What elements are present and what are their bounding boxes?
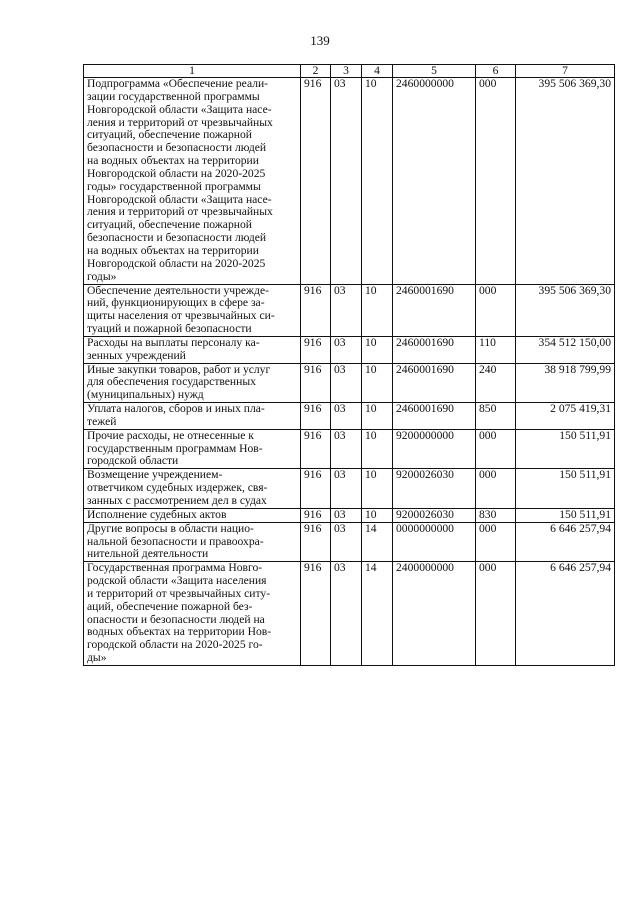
table-row: [84, 284, 615, 336]
cell-section-code: 03: [331, 363, 362, 403]
cell-section-code: 03: [331, 508, 362, 522]
row-description: Государственная программа Новго- родской области «Защита населения и территорий от чрезвычайных ситу- аций, обеспечение пожарной без- опасности и безопасности людей на водных объектах на территории Нов- городской области на 2020-2025 го- ды»: [84, 562, 301, 666]
cell-subsection-code: 10: [362, 403, 393, 430]
cell-target-article: 9200026030: [393, 508, 476, 522]
cell-subsection-code: 10: [362, 284, 393, 336]
row-description: Прочие расходы, не отнесенные к государственным программам Нов- городской области: [84, 429, 301, 469]
row-description: Уплата налогов, сборов и иных пла- тежей: [84, 403, 301, 430]
cell-ministry-code: 916: [301, 522, 331, 562]
header-cell-4: 4: [362, 65, 393, 78]
cell-target-article: 0000000000: [393, 522, 476, 562]
cell-target-article: 2460001690: [393, 403, 476, 430]
cell-subsection-code: 10: [362, 336, 393, 363]
cell-expense-type: 850: [476, 403, 516, 430]
cell-expense-type: 000: [476, 78, 516, 285]
cell-ministry-code: 916: [301, 562, 331, 666]
cell-expense-type: 830: [476, 508, 516, 522]
header-cell-2: 2: [301, 65, 331, 78]
cell-section-code: 03: [331, 429, 362, 469]
cell-expense-type: 000: [476, 469, 516, 509]
cell-expense-type: 000: [476, 429, 516, 469]
cell-amount: 6 646 257,94: [516, 562, 615, 666]
cell-target-article: 9200000000: [393, 429, 476, 469]
cell-amount: 2 075 419,31: [516, 403, 615, 430]
cell-ministry-code: 916: [301, 403, 331, 430]
table-row: [84, 78, 615, 285]
header-cell-6: 6: [476, 65, 516, 78]
row-description: Исполнение судебных актов: [84, 508, 301, 522]
row-description: Возмещение учреждением- ответчиком судебных издержек, свя- занных с рассмотрением дел в судах: [84, 469, 301, 509]
cell-expense-type: 240: [476, 363, 516, 403]
table-row: [84, 336, 615, 363]
table-row: [84, 403, 615, 430]
cell-section-code: 03: [331, 336, 362, 363]
cell-target-article: 2460001690: [393, 336, 476, 363]
cell-amount: 150 511,91: [516, 429, 615, 469]
table-header-row: [84, 65, 615, 78]
cell-ministry-code: 916: [301, 508, 331, 522]
cell-expense-type: 000: [476, 562, 516, 666]
cell-ministry-code: 916: [301, 284, 331, 336]
header-cell-1: 1: [84, 65, 301, 78]
cell-ministry-code: 916: [301, 469, 331, 509]
table-row: [84, 469, 615, 509]
cell-subsection-code: 10: [362, 78, 393, 285]
cell-target-article: 2460000000: [393, 78, 476, 285]
cell-target-article: 2400000000: [393, 562, 476, 666]
cell-ministry-code: 916: [301, 336, 331, 363]
cell-ministry-code: 916: [301, 78, 331, 285]
cell-section-code: 03: [331, 522, 362, 562]
cell-amount: 38 918 799,99: [516, 363, 615, 403]
page-number: 139: [310, 33, 330, 48]
cell-amount: 150 511,91: [516, 508, 615, 522]
cell-expense-type: 000: [476, 284, 516, 336]
cell-expense-type: 110: [476, 336, 516, 363]
cell-subsection-code: 14: [362, 562, 393, 666]
cell-amount: 395 506 369,30: [516, 284, 615, 336]
cell-expense-type: 000: [476, 522, 516, 562]
row-description: Подпрограмма «Обеспечение реали- зации государственной программы Новгородской области «Защита насе- ления и территорий от чрезвычайных ситуаций, обеспечение пожарной безопасности и безопасности людей на водных объектах на территории Новгородской области на 2020-2025 годы» государственной программы Новгородской области «Защита насе- ления и территорий от чрезвычайных ситуаций, обеспечение пожарной безопасности и безопасности людей на водных объектах на территории Новгородской области на 2020-2025 годы»: [84, 78, 301, 285]
table-row: [84, 562, 615, 666]
row-description: Иные закупки товаров, работ и услуг для обеспечения государственных (муниципальных) нужд: [84, 363, 301, 403]
cell-section-code: 03: [331, 562, 362, 666]
table-row: [84, 429, 615, 469]
cell-amount: 6 646 257,94: [516, 522, 615, 562]
cell-subsection-code: 10: [362, 508, 393, 522]
budget-table: [83, 64, 615, 666]
cell-subsection-code: 10: [362, 429, 393, 469]
cell-section-code: 03: [331, 78, 362, 285]
cell-subsection-code: 14: [362, 522, 393, 562]
row-description: Обеспечение деятельности учрежде- ний, функционирующих в сфере за- щиты населения от чрезвычайных си- туаций и пожарной безопасности: [84, 284, 301, 336]
row-description: Расходы на выплаты персоналу ка- зенных учреждений: [84, 336, 301, 363]
cell-ministry-code: 916: [301, 363, 331, 403]
table-row: [84, 363, 615, 403]
cell-ministry-code: 916: [301, 429, 331, 469]
header-cell-3: 3: [331, 65, 362, 78]
table-row: [84, 522, 615, 562]
cell-amount: 150 511,91: [516, 469, 615, 509]
row-description: Другие вопросы в области нацио- нальной безопасности и правоохра- нительной деятельности: [84, 522, 301, 562]
cell-amount: 395 506 369,30: [516, 78, 615, 285]
cell-section-code: 03: [331, 403, 362, 430]
cell-target-article: 2460001690: [393, 363, 476, 403]
cell-subsection-code: 10: [362, 363, 393, 403]
header-cell-5: 5: [393, 65, 476, 78]
table-row: [84, 508, 615, 522]
cell-subsection-code: 10: [362, 469, 393, 509]
cell-section-code: 03: [331, 469, 362, 509]
cell-section-code: 03: [331, 284, 362, 336]
cell-target-article: 2460001690: [393, 284, 476, 336]
cell-target-article: 9200026030: [393, 469, 476, 509]
header-cell-7: 7: [516, 65, 615, 78]
cell-amount: 354 512 150,00: [516, 336, 615, 363]
